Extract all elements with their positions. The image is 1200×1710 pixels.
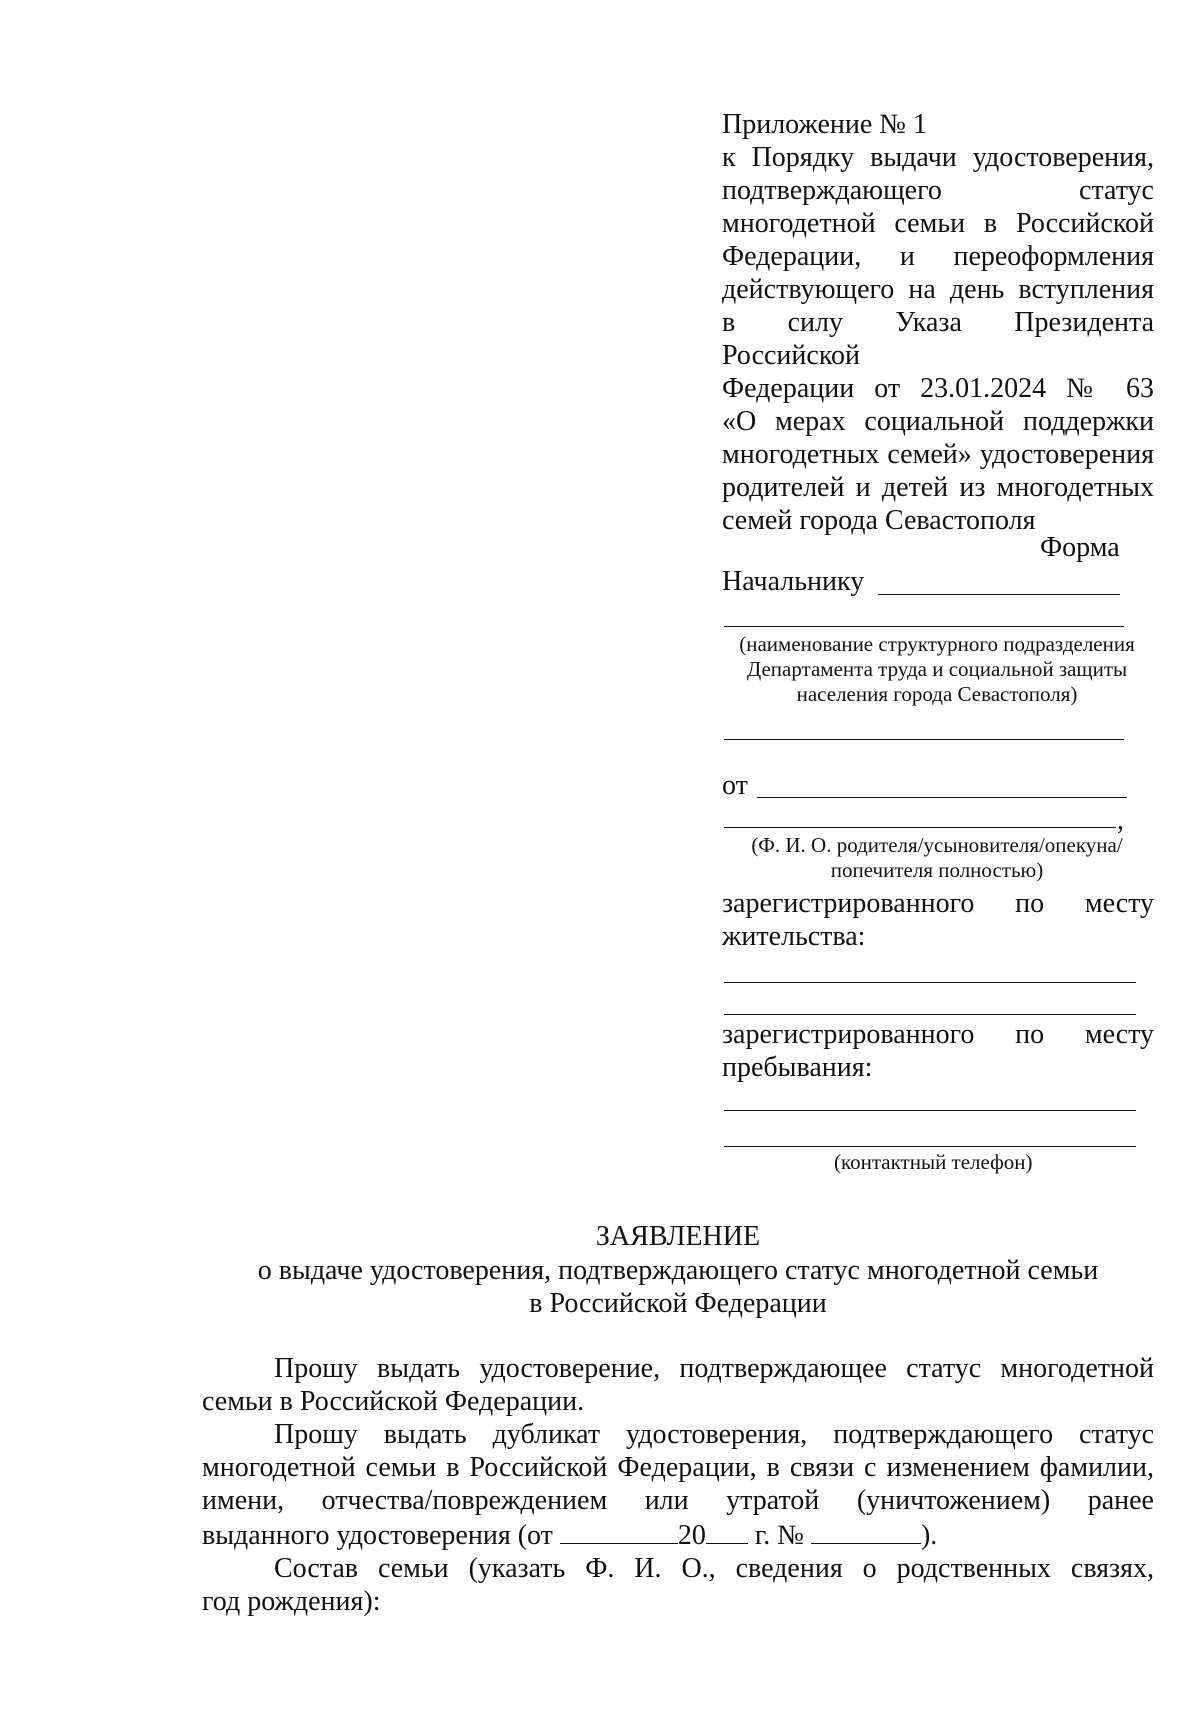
appendix-line: к Порядку выдачи удостоверения, (722, 142, 1154, 173)
residence-line-b[interactable] (724, 1014, 1136, 1015)
addressee-label: Начальнику (722, 566, 865, 597)
phone-caption: (контактный телефон) (834, 1150, 1033, 1174)
from-comma: , (1117, 805, 1124, 836)
addressee-caption: (наименование структурного подразделения Департамента труда и социальной защиты населения города Севастополя) (739, 632, 1135, 706)
p2-line-2: многодетной семьи в Российской Федерации, в связи с изменением фамилии, (202, 1452, 1154, 1483)
statement-subtitle-2: в Российской Федерации (529, 1288, 827, 1319)
stay-line[interactable] (724, 1110, 1136, 1111)
p2-line-4: выданного удостоверения (от 20 г. № ). (202, 1517, 1154, 1552)
p2-line-1: Прошу выдать дубликат удостоверения, подтверждающего статус (274, 1419, 1154, 1450)
p1-line-1: Прошу выдать удостоверение, подтверждающее статус многодетной (274, 1353, 1154, 1384)
from-label: от (722, 770, 748, 801)
residence-line-1: зарегистрированного по месту (722, 888, 1154, 919)
issue-year-field[interactable] (706, 1517, 748, 1544)
stay-block (722, 1018, 1154, 1084)
appendix-line: семей города Севастополя (722, 505, 1036, 536)
appendix-title: Приложение № 1 (722, 109, 927, 140)
p1-line-2: семьи в Российской Федерации. (202, 1386, 585, 1417)
stay-line-1: зарегистрированного по месту (722, 1019, 1154, 1050)
from-caption: (Ф. И. О. родителя/усыновителя/опекуна/ попечителя полностью) (751, 833, 1123, 882)
appendix-block (722, 108, 1154, 537)
form-label: Форма (1040, 532, 1120, 563)
appendix-line: действующего на день вступления (722, 274, 1154, 305)
appendix-line: в силу Указа Президента Российской (722, 307, 1154, 371)
stay-line-2: пребывания: (722, 1052, 873, 1083)
appendix-line: родителей и детей из многодетных (722, 472, 1154, 503)
p2-line-3: имени, отчества/повреждением или утратой (уничтожением) ранее (202, 1485, 1154, 1516)
issue-date-field[interactable] (560, 1517, 678, 1544)
body-text (202, 1352, 1154, 1618)
from-line[interactable] (757, 797, 1127, 798)
addressee-line-2[interactable] (724, 626, 1124, 627)
appendix-line: подтверждающего статус (722, 175, 1154, 206)
residence-line[interactable] (724, 982, 1136, 983)
addressee-line-3[interactable] (724, 739, 1124, 740)
p3-line-2: год рождения): (202, 1586, 381, 1617)
statement-subtitle-1: о выдаче удостоверения, подтверждающего статус многодетной семьи (257, 1255, 1099, 1286)
from-line-2[interactable] (724, 827, 1116, 828)
residence-block (722, 887, 1154, 953)
addressee-line[interactable] (878, 594, 1120, 595)
appendix-line: многодетной семьи в Российской (722, 208, 1154, 239)
appendix-line: Федерации от 23.01.2024 № 63 (722, 373, 1154, 404)
stay-line-b[interactable] (724, 1146, 1136, 1147)
p3-line-1: Состав семьи (указать Ф. И. О., сведения о родственных связях, (274, 1553, 1154, 1584)
certificate-number-field[interactable] (811, 1517, 921, 1544)
appendix-line: «О мерах социальной поддержки (722, 406, 1154, 437)
appendix-line: многодетных семей» удостоверения (722, 439, 1154, 470)
appendix-line: Федерации, и переоформления (722, 241, 1154, 272)
statement-title: ЗАЯВЛЕНИЕ (595, 1221, 761, 1252)
residence-line-2: жительства: (722, 921, 866, 952)
